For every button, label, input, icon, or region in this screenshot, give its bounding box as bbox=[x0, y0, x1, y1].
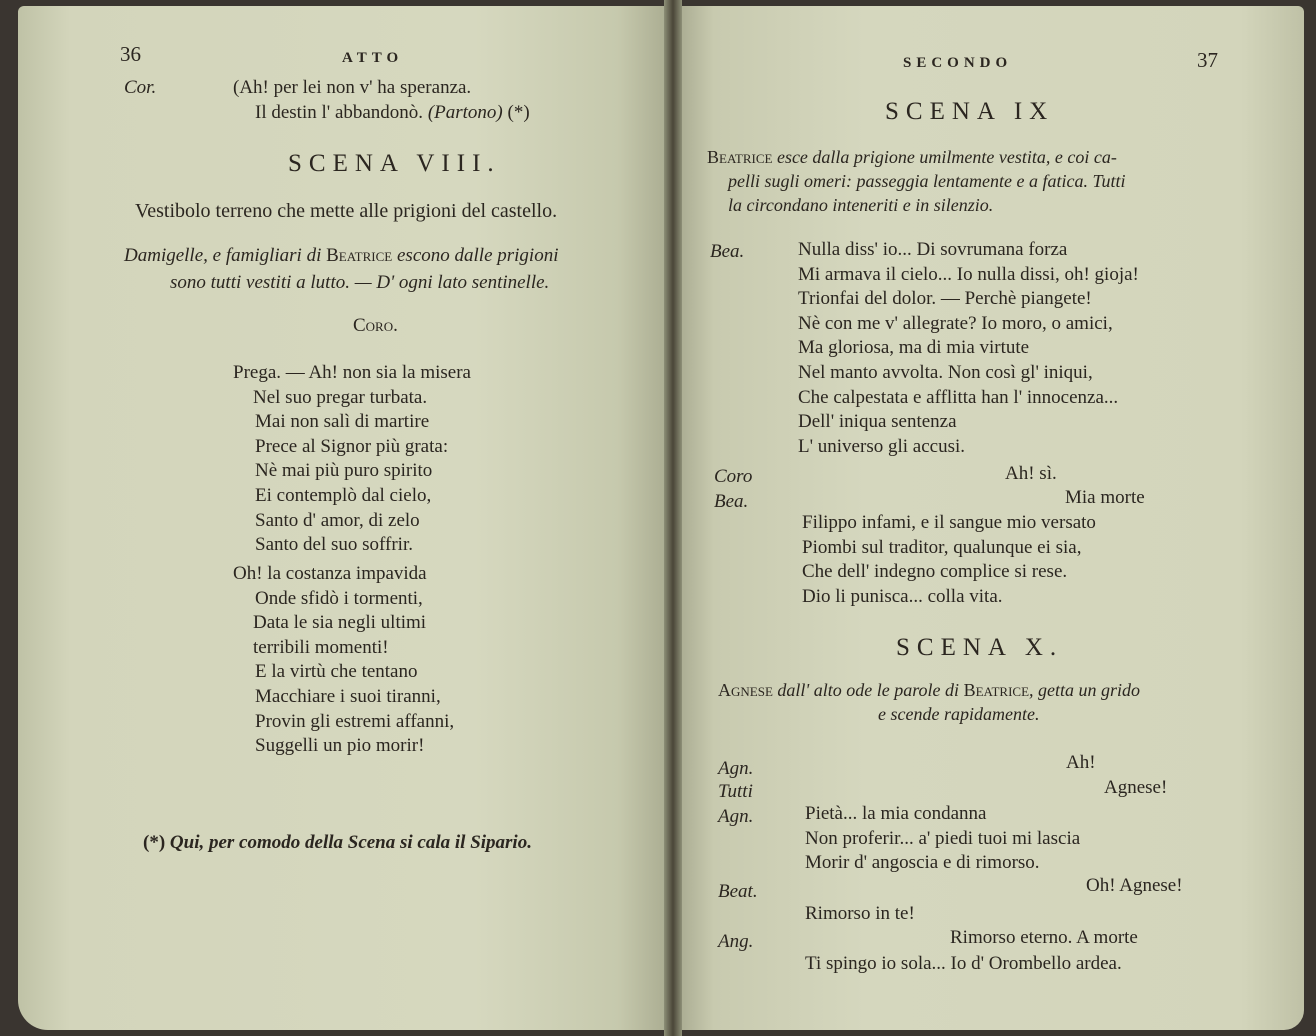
scene-title-viii: SCENA VIII. bbox=[288, 150, 501, 177]
scene10-direction-1a: dall' alto ode le parole di bbox=[777, 680, 960, 700]
speaker-agn-2: Agn. bbox=[718, 806, 754, 827]
speaker-beat: Beat. bbox=[718, 881, 758, 902]
note-mark: (*) bbox=[507, 102, 530, 123]
page-number-right: 37 bbox=[1197, 48, 1218, 72]
footnote-text: Qui, per comodo della Scena si cala il Sipario. bbox=[169, 832, 532, 853]
scene-title-x: SCENA X. bbox=[896, 634, 1064, 661]
scene10-direction-line-2: e scende rapidamente. bbox=[878, 704, 1040, 724]
scene-setting: Vestibolo terreno che mette alle prigioni del castello. bbox=[135, 200, 558, 222]
cor-line-2-text: Il destin l' abbandonò. bbox=[255, 102, 424, 123]
speech-line: Non proferir... a' piedi tuoi mi lascia bbox=[805, 827, 1081, 849]
chorus-verse-1 bbox=[233, 361, 471, 558]
scene9-direction-line-3: la circondano inteneriti e in silenzio. bbox=[728, 195, 994, 215]
beat-line: Oh! Agnese! bbox=[1086, 875, 1183, 896]
character-name-beatrice: Beatrice bbox=[326, 245, 393, 266]
speech-line: Filippo infami, e il sangue mio versato bbox=[802, 512, 1096, 533]
speech-line: Nel manto avvolta. Non così gl' iniqui, bbox=[798, 361, 1093, 383]
speech-line: Che dell' indegno complice si rese. bbox=[802, 561, 1068, 583]
verse-line: Mai non salì di martire bbox=[255, 411, 430, 433]
tutti-line: Agnese! bbox=[1104, 777, 1168, 798]
verse-line: Nè mai più puro spirito bbox=[255, 460, 433, 482]
character-name-beatrice: Beatrice bbox=[963, 680, 1030, 700]
scene9-direction-line-2: pelli sugli omeri: passeggia lentamente e a fatica. Tutti bbox=[728, 171, 1126, 191]
scene10-direction-line-1 bbox=[718, 680, 1140, 701]
stage-direction-1a: Damigelle, e famigliari di bbox=[124, 245, 322, 266]
scene9-direction-1: esce dalla prigione umilmente vestita, e coi ca- bbox=[776, 147, 1117, 167]
ang-line-2: Ti spingo io sola... Io d' Orombello ardea. bbox=[805, 953, 1122, 974]
speech-line: Nulla diss' io... Di sovrumana forza bbox=[798, 239, 1068, 260]
running-head-left: ATTO bbox=[342, 50, 404, 66]
verse-line: Prega. — Ah! non sia la misera bbox=[233, 362, 471, 383]
verse-line: Oh! la costanza impavida bbox=[233, 563, 427, 584]
stage-direction-line-2: sono tutti vestiti a lutto. — D' ogni lato sentinelle. bbox=[170, 272, 550, 293]
verse-line: Macchiare i suoi tiranni, bbox=[255, 685, 441, 707]
speaker-tutti: Tutti bbox=[718, 781, 753, 802]
speaker-ang: Ang. bbox=[718, 931, 754, 952]
stage-direction-1b: escono dalle prigioni bbox=[397, 245, 559, 266]
ang-line: Rimorso eterno. A morte bbox=[950, 927, 1138, 948]
speech-line: Ma gloriosa, ma di mia virtute bbox=[798, 337, 1030, 359]
verse-line: Santo d' amor, di zelo bbox=[255, 509, 420, 531]
verse-line: Provin gli estremi affanni, bbox=[255, 710, 455, 732]
bea-speech bbox=[798, 238, 1139, 459]
cor-line-2 bbox=[255, 101, 530, 126]
agn2-speech bbox=[805, 802, 1080, 876]
page-number-left: 36 bbox=[120, 42, 141, 66]
agn-line: Ah! bbox=[1066, 752, 1096, 773]
chorus-verse-2 bbox=[233, 562, 454, 759]
character-name-agnese: Agnese bbox=[718, 680, 773, 700]
speech-line: L' universo gli accusi. bbox=[798, 435, 965, 457]
beat-line-2: Rimorso in te! bbox=[805, 903, 915, 924]
speech-line: Che calpestata e afflitta han l' innocenza... bbox=[798, 386, 1119, 408]
coro-line: Ah! sì. bbox=[1005, 463, 1057, 484]
verse-line: terribili momenti! bbox=[253, 636, 389, 658]
speaker-agn: Agn. bbox=[718, 758, 754, 779]
verse-line: Data le sia negli ultimi bbox=[253, 612, 427, 634]
stage-direction-partono: (Partono) bbox=[427, 102, 503, 123]
speaker-coro: Coro bbox=[714, 466, 753, 487]
speech-line: Mi armava il cielo... Io nulla dissi, oh! gioja! bbox=[798, 263, 1139, 285]
speaker-bea: Bea. bbox=[710, 241, 745, 262]
speaker-bea-2: Bea. bbox=[714, 491, 749, 512]
verse-line: Ei contemplò dal cielo, bbox=[255, 484, 432, 506]
character-name-beatrice: Beatrice bbox=[707, 147, 773, 167]
stage-direction-line-1 bbox=[124, 245, 558, 267]
book-gutter bbox=[664, 0, 682, 1036]
speech-line: Dio li punisca... colla vita. bbox=[802, 585, 1003, 607]
footnote-mark: (*) bbox=[143, 832, 166, 853]
scene10-direction-1b: , getta un grido bbox=[1029, 680, 1141, 700]
speech-line: Nè con me v' allegrate? Io moro, o amici, bbox=[798, 312, 1113, 334]
verse-line: Santo del suo soffrir. bbox=[255, 534, 413, 556]
speech-line: Piombi sul traditor, qualunque ei sia, bbox=[802, 536, 1082, 558]
speaker-cor: Cor. bbox=[124, 77, 157, 98]
cor-line-1: (Ah! per lei non v' ha speranza. bbox=[233, 77, 472, 98]
bea2-first-line: Mia morte bbox=[1065, 487, 1145, 508]
verse-line: E la virtù che tentano bbox=[255, 661, 418, 683]
verse-line: Suggelli un pio morir! bbox=[255, 735, 425, 757]
running-head-right: SECONDO bbox=[903, 55, 1013, 71]
speech-line: Dell' iniqua sentenza bbox=[798, 411, 957, 433]
scene-title-ix: SCENA IX bbox=[885, 98, 1055, 125]
footnote bbox=[143, 832, 532, 854]
speech-line: Trionfai del dolor. — Perchè piangete! bbox=[798, 288, 1092, 310]
verse-line: Nel suo pregar turbata. bbox=[253, 386, 428, 408]
scene9-direction-line-1 bbox=[707, 147, 1117, 168]
bea2-speech bbox=[802, 511, 1096, 609]
verse-line: Onde sfidò i tormenti, bbox=[255, 587, 423, 609]
speech-line: Pietà... la mia condanna bbox=[805, 803, 987, 824]
chorus-label: Coro. bbox=[353, 315, 398, 336]
speech-line: Morir d' angoscia e di rimorso. bbox=[805, 852, 1040, 874]
verse-line: Prece al Signor più grata: bbox=[255, 435, 449, 457]
